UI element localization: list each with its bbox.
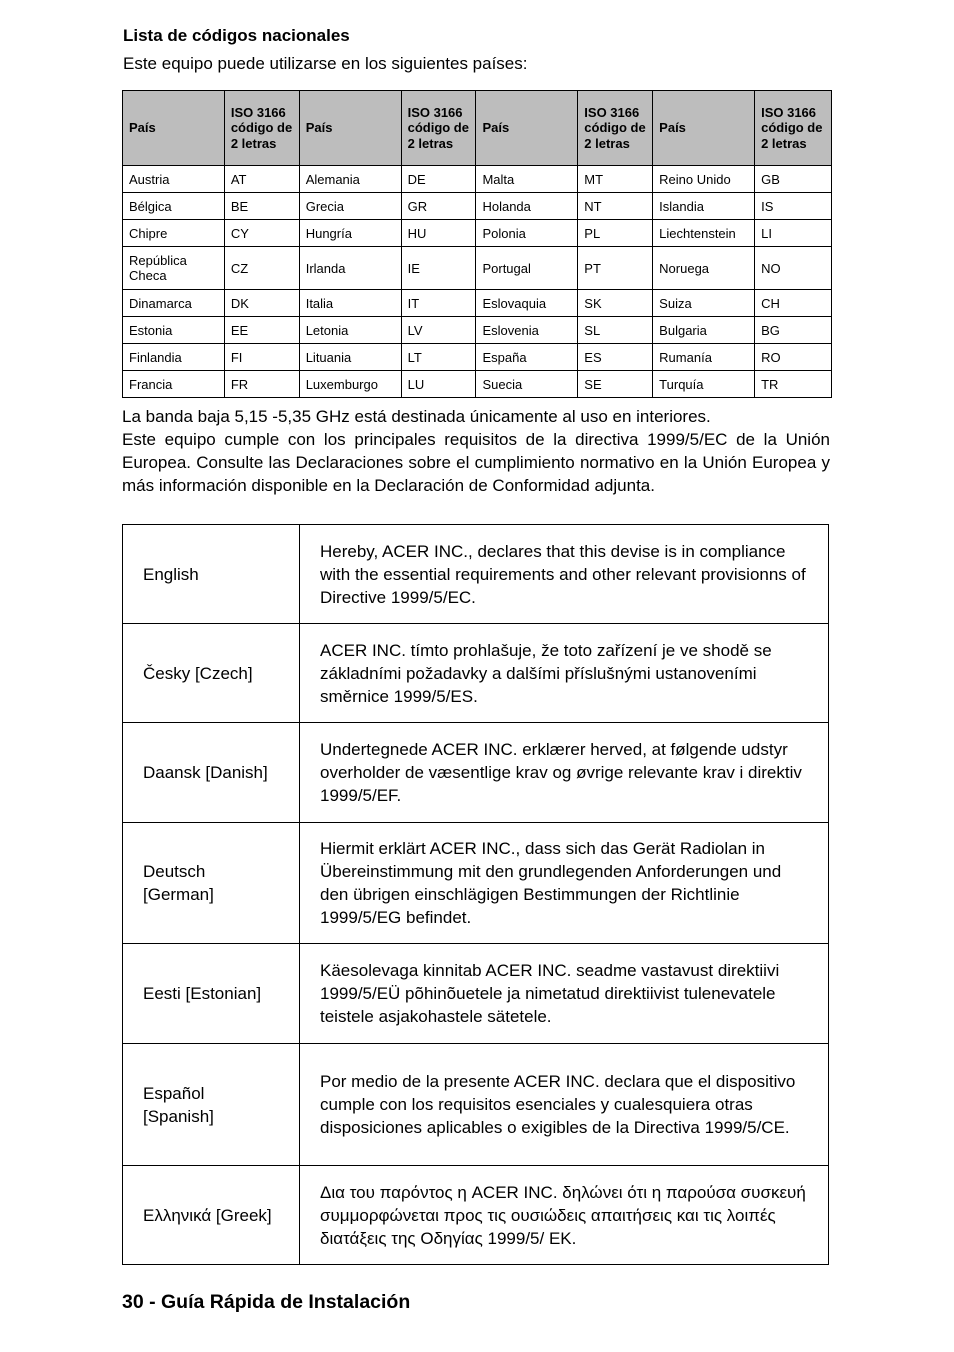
- column-header: País: [653, 91, 755, 166]
- page-footer: 30 - Guía Rápida de Instalación: [122, 1291, 411, 1313]
- declaration-text-cell: Hereby, ACER INC., declares that this devise is in compliance with the essential requirements and other relevant provisionns of Directive 1999/5/EC.: [300, 525, 829, 624]
- compliance-paragraph: [122, 405, 830, 497]
- declaration-row: [123, 723, 829, 823]
- iso-code-cell: BE: [224, 193, 299, 220]
- iso-code-cell: TR: [755, 371, 832, 398]
- declarations-table: [122, 524, 829, 1265]
- table-row: [123, 166, 832, 193]
- language-cell: Español [Spanish]: [123, 1044, 300, 1166]
- declaration-row: [123, 823, 829, 944]
- country-cell: Polonia: [476, 220, 578, 247]
- declaration-text-cell: Käesolevaga kinnitab ACER INC. seadme vastavust direktiivi 1999/5/EÜ põhinõuetele ja nimetatud direktiivist tulenevatele teistele asjakohastele sätetele.: [300, 944, 829, 1044]
- column-header: País: [299, 91, 401, 166]
- country-cell: Malta: [476, 166, 578, 193]
- country-cell: República Checa: [123, 247, 225, 290]
- iso-code-cell: AT: [224, 166, 299, 193]
- iso-code-cell: CY: [224, 220, 299, 247]
- declaration-text-cell: Undertegnede ACER INC. erklærer herved, at følgende udstyr overholder de væsentlige krav og øvrige relevante krav i direktiv 1999/5/EF.: [300, 723, 829, 823]
- language-cell: Ελληνικά [Greek]: [123, 1166, 300, 1265]
- iso-code-cell: GR: [401, 193, 476, 220]
- declaration-row: [123, 1166, 829, 1265]
- declaration-row: [123, 624, 829, 723]
- declaration-row: [123, 944, 829, 1044]
- iso-code-cell: EE: [224, 317, 299, 344]
- iso-code-cell: SK: [578, 290, 653, 317]
- country-cell: Holanda: [476, 193, 578, 220]
- iso-code-cell: PT: [578, 247, 653, 290]
- table-row: [123, 317, 832, 344]
- country-cell: Eslovaquia: [476, 290, 578, 317]
- column-header: País: [476, 91, 578, 166]
- iso-code-cell: RO: [755, 344, 832, 371]
- directive-note: Este equipo cumple con los principales requisitos de la directiva 1999/5/EC de la Unión Europea. Consulte las Declaraciones sobre el cumplimiento normativo en la Unión Europea y más información disponible en la Declaración de Conformidad adjunta.: [122, 430, 830, 495]
- language-cell: Deutsch [German]: [123, 823, 300, 944]
- country-cell: Bélgica: [123, 193, 225, 220]
- country-cell: Reino Unido: [653, 166, 755, 193]
- iso-code-cell: PL: [578, 220, 653, 247]
- country-cell: Luxemburgo: [299, 371, 401, 398]
- iso-code-cell: IT: [401, 290, 476, 317]
- iso-code-cell: DE: [401, 166, 476, 193]
- country-cell: Italia: [299, 290, 401, 317]
- declaration-text-cell: ACER INC. tímto prohlašuje, že toto zařízení je ve shodě se základními požadavky a dalšími příslušnými ustanoveními směrnice 1999/5/ES.: [300, 624, 829, 723]
- language-cell: Eesti [Estonian]: [123, 944, 300, 1044]
- column-header: ISO 3166 código de 2 letras: [224, 91, 299, 166]
- country-cell: Rumanía: [653, 344, 755, 371]
- iso-code-cell: NO: [755, 247, 832, 290]
- table-row: [123, 247, 832, 290]
- table-header-row: [123, 91, 832, 166]
- iso-code-cell: HU: [401, 220, 476, 247]
- indoor-use-note: La banda baja 5,15 -5,35 GHz está destinada únicamente al uso en interiores.: [122, 407, 711, 426]
- column-header: ISO 3166 código de 2 letras: [401, 91, 476, 166]
- language-cell: Česky [Czech]: [123, 624, 300, 723]
- iso-code-cell: LI: [755, 220, 832, 247]
- iso-code-cell: LU: [401, 371, 476, 398]
- iso-code-cell: DK: [224, 290, 299, 317]
- iso-code-cell: MT: [578, 166, 653, 193]
- iso-code-cell: GB: [755, 166, 832, 193]
- country-cell: Irlanda: [299, 247, 401, 290]
- iso-code-cell: SE: [578, 371, 653, 398]
- declaration-text-cell: Hiermit erklärt ACER INC., dass sich das Gerät Radiolan in Übereinstimmung mit den grundlegenden Anforderungen und den übrigen einschlägigen Bestimmungen der Richtlinie 1999/5/EG befindet.: [300, 823, 829, 944]
- column-header: País: [123, 91, 225, 166]
- iso-code-cell: LT: [401, 344, 476, 371]
- country-cell: Liechtenstein: [653, 220, 755, 247]
- column-header: ISO 3166 código de 2 letras: [578, 91, 653, 166]
- table-row: [123, 290, 832, 317]
- country-cell: Turquía: [653, 371, 755, 398]
- country-cell: Islandia: [653, 193, 755, 220]
- intro-text: Este equipo puede utilizarse en los siguientes países:: [123, 54, 528, 73]
- country-cell: España: [476, 344, 578, 371]
- column-header: ISO 3166 código de 2 letras: [755, 91, 832, 166]
- section-heading: Lista de códigos nacionales: [123, 26, 350, 45]
- country-cell: Suiza: [653, 290, 755, 317]
- iso-code-cell: BG: [755, 317, 832, 344]
- declaration-row: [123, 525, 829, 624]
- iso-code-cell: CH: [755, 290, 832, 317]
- table-row: [123, 371, 832, 398]
- iso-code-cell: IS: [755, 193, 832, 220]
- iso-code-cell: CZ: [224, 247, 299, 290]
- country-cell: Francia: [123, 371, 225, 398]
- country-cell: Hungría: [299, 220, 401, 247]
- language-cell: Daansk [Danish]: [123, 723, 300, 823]
- iso-code-cell: LV: [401, 317, 476, 344]
- country-cell: Suecia: [476, 371, 578, 398]
- iso-code-cell: ES: [578, 344, 653, 371]
- country-cell: Austria: [123, 166, 225, 193]
- declaration-row: [123, 1044, 829, 1166]
- country-cell: Bulgaria: [653, 317, 755, 344]
- declarations-body: [123, 525, 829, 1265]
- table-row: [123, 193, 832, 220]
- table-row: [123, 220, 832, 247]
- iso-code-cell: FI: [224, 344, 299, 371]
- language-cell: English: [123, 525, 300, 624]
- country-cell: Letonia: [299, 317, 401, 344]
- country-cell: Noruega: [653, 247, 755, 290]
- iso-code-cell: IE: [401, 247, 476, 290]
- iso-code-cell: NT: [578, 193, 653, 220]
- declaration-text-cell: Δια του παρόντος η ACER INC. δηλώνει ότι η παρούσα συσκευή συμμορφώνεται προς τις ουσιώδεις απαιτήσεις και τις λοιπές διατάξεις της Οδηγίας 1999/5/ ΕΚ.: [300, 1166, 829, 1265]
- country-cell: Alemania: [299, 166, 401, 193]
- country-cell: Estonia: [123, 317, 225, 344]
- iso-code-cell: SL: [578, 317, 653, 344]
- table-body: [123, 166, 832, 398]
- iso-code-cell: FR: [224, 371, 299, 398]
- country-cell: Grecia: [299, 193, 401, 220]
- country-cell: Portugal: [476, 247, 578, 290]
- country-cell: Eslovenia: [476, 317, 578, 344]
- country-cell: Lituania: [299, 344, 401, 371]
- table-row: [123, 344, 832, 371]
- country-cell: Dinamarca: [123, 290, 225, 317]
- country-cell: Finlandia: [123, 344, 225, 371]
- declaration-text-cell: Por medio de la presente ACER INC. declara que el dispositivo cumple con los requisitos esenciales y cualesquiera otras disposiciones aplicables o exigibles de la Directiva 1999/5/CE.: [300, 1044, 829, 1166]
- country-cell: Chipre: [123, 220, 225, 247]
- country-codes-table: [122, 90, 832, 398]
